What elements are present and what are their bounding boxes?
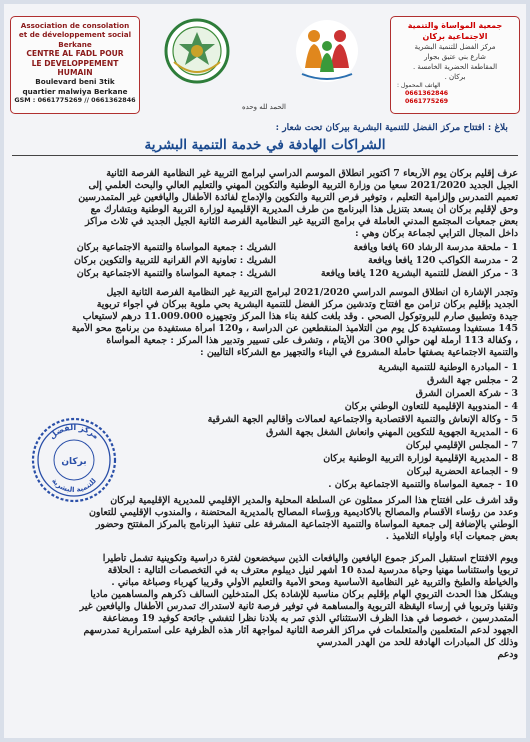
header-fr-line: et de développement social bbox=[18, 30, 132, 40]
header-fr-line: Association de consolation bbox=[20, 21, 130, 30]
partner-item: 10 - جمعية المواساة والتنمية الاجتماعية بركان . bbox=[328, 479, 518, 490]
partner-item: 9 - الجماعة الحضرية لبركان bbox=[406, 466, 518, 477]
paragraph1-line: وحق لإقليم بركان أن يسعد بتنزيل هذا البرنامج من طرف المديرية الإقليمية لوزارة التربية الوطنية وبتشارك مع bbox=[90, 204, 518, 215]
header-fr-line: Berkane bbox=[58, 39, 92, 49]
partner-item: 8 - المديرية الإقليمية لوزارة التربية الوطنية بركان bbox=[323, 453, 518, 464]
header-ar-phone: 0661775269 bbox=[405, 98, 449, 105]
header-fr-line: quartier malwiya Berkane bbox=[22, 86, 128, 96]
emblem-logo bbox=[164, 18, 230, 84]
header-fr-line: Boulevard beni 3tik bbox=[35, 77, 115, 87]
partner-item: 5 - وكالة الإنعاش والتنمية الاقتصادية والاجتماعية لعمالات وأقاليم الجهة الشرقية bbox=[207, 414, 518, 425]
paragraph4-line: تربويا واستئناسا مهنيا وحياة مدرسية لمدة 10 أشهر لنيل ديبلوم معترف به في التخصصات التالية : الحلاقة bbox=[107, 565, 518, 576]
center-name: 2 - مدرسة الكواكب 120 يافعا ويافعة bbox=[367, 255, 518, 266]
header-fr-line: HUMAIN bbox=[57, 68, 93, 78]
association-header-fr bbox=[10, 16, 140, 114]
stamp-bottom-text: للتنمية البشرية bbox=[50, 476, 98, 495]
header-ar-line: مركز الفضل للتنمية البشرية bbox=[414, 43, 496, 51]
paragraph3-line: بعض جمعيات آباء وأولياء التلاميذ . bbox=[385, 531, 518, 542]
title-divider bbox=[12, 155, 518, 156]
partner-item: 3 - شركة العمران الشرق bbox=[415, 388, 518, 399]
paragraph2-line: وتجدر الإشارة أن انطلاق الموسم الدراسي 2021/2020 لبرامج التربية غير النظامية الفرصة الثانية الجيل bbox=[106, 287, 518, 298]
header-ar-line: شارع بني عتيق بجوار bbox=[424, 53, 486, 61]
header-ar-line: بركان . bbox=[444, 73, 466, 81]
page-title: الشراكات الهادفة في خدمة التنمية البشرية bbox=[144, 137, 386, 153]
footer-word: ودعم bbox=[497, 649, 518, 660]
header-ar-phone-label: الهاتف المحمول : bbox=[397, 82, 441, 89]
stamp-center-text: بركان bbox=[61, 457, 87, 467]
paragraph1-line: عرف إقليم بركان يوم الأربعاء 7 أكتوبر انطلاق الموسم الدراسي لبرامج التربية غير النظامية الفرصة الثانية bbox=[106, 168, 518, 179]
partner-item: 1 - المبادرة الوطنية للتنمية البشرية bbox=[378, 362, 518, 373]
paragraph4-line: ويشكل هذا الحدث التربوي الهام بإقليم بركان مناسبة للإشادة بكل المتدخلين السالف ذكرهم والمساهمين ماديا bbox=[90, 589, 518, 600]
paragraph4-line: وتقنيا وتربويا في إرساء اليقظة التربوية والمساهمة في توفير فرصة ثانية لاستدراك تمدرس الأطفال واليافعين غير bbox=[79, 601, 518, 612]
center-partner: الشريك : جمعية المواساة والتنمية الاجتماعية بركان bbox=[76, 242, 276, 253]
paragraph3-line: وعدد من رؤساء الأقسام والمصالح بالأكاديمية ورؤساء المصالح بالمديرية المحتضنة ، والمندوب الإقليمي للتعاون bbox=[89, 507, 518, 518]
partner-item: 4 - المندوبية الإقليمية للتعاون الوطني بركان bbox=[344, 401, 518, 412]
paragraph2-line: 145 مستفيدا ومستفيدة كل يوم من التلاميذ المنقطعين عن الدراسة ، و120 امرأة مستفيدة من برنامج محو الأمية bbox=[71, 323, 518, 334]
paragraph2-line: ، وكفالة 113 أرملة لهن حوالي 300 من الأيتام ، وتشرف على تسيير وتدبير هذا المركز : جمعية المواساة bbox=[106, 335, 518, 346]
header-ar-line: المقاطعة الحضرية الخامسة . bbox=[412, 63, 498, 71]
family-logo bbox=[294, 18, 360, 84]
partner-item: 6 - المديرية الجهوية للتكوين المهني وانعاش الشغل بجهة الشرق bbox=[265, 427, 518, 438]
paragraph1-line: الجيل الجديد 2021/2020 سعيا من وزارة التربية الوطنية والتكوين المهني والتعليم العالي والبحث العلمي إلى bbox=[88, 180, 518, 191]
header-fr-line: CENTRE AL FADL POUR bbox=[26, 49, 124, 59]
document-page bbox=[4, 4, 526, 738]
paragraph4-line: المتمدرسين ، خصوصا في هذا الظرف الاستثنائي الذي تمر به بلادنا نظرا لتفشي جائحة كوفيد 19 ومضاعفة bbox=[102, 613, 518, 624]
header-fr-line: LE DEVELOPPEMENT bbox=[31, 58, 119, 68]
center-partner: الشريك : تعاونية الام القرانية للتربية والتكوين بركان bbox=[74, 255, 276, 266]
header-ar-phone: 0661362846 bbox=[405, 90, 449, 97]
paragraph3-line: الوطني بالإضافة إلى جمعية المواساة والتنمية الاجتماعية المشرفة على تنفيذ البرنامج بالمركز المفتتح وحضور bbox=[95, 519, 518, 530]
paragraph3-line: وقد أشرف على افتتاح هذا المركز ممثلون عن السلطة المحلية والمدير الإقليمي للمديرية الإقليمية لبركان bbox=[110, 495, 518, 506]
center-name: 1 - ملحقة مدرسة الرشاد 60 يافعا ويافعة bbox=[353, 242, 518, 253]
paragraph4-line: الجهود لدعم المتعلمين والمتعلمات في مراكز الفرصة الثانية لمواجهة آثار هذه الظرفية على استمرارية تمدرسهم bbox=[83, 625, 518, 636]
paragraph4-line: والخياطة والطبخ والتربية غير النظامية الأساسية ومحو الأمية والتعليم الأولي وقريبا كهرباء وصباغة مباني . bbox=[111, 577, 518, 588]
paragraph2-line: والتنمية الاجتماعية بصفتها حاملة المشروع في البناء والتجهيز مع الشركاء التاليين : bbox=[200, 347, 518, 358]
announcement-line: بلاغ : افتتاح مركز الفضل للتنمية البشرية بيركان تحت شعار : bbox=[275, 122, 508, 133]
center-partner: الشريك : جمعية المواساة والتنمية الاجتماعية بركان bbox=[76, 268, 276, 279]
paragraph1-line: تعميم التمدرس وإلزامية التعليم ، وتوفير فرص التربية والتكوين والإدماج لفائدة الأطفال واليافعين غير المتمدرسين bbox=[78, 192, 518, 203]
header-fr-phones: GSM : 0661775269 // 0661362846 bbox=[14, 96, 136, 105]
stamp-top-text: مركز الفضل bbox=[47, 422, 101, 441]
center-name: 3 - مركز الفضل للتنمية البشرية 120 يافعا ويافعة bbox=[320, 268, 518, 279]
paragraph1-line: داخل المجال الترابي لجماعة بركان وهي : bbox=[355, 228, 518, 239]
paragraph4-line: وذلك كل المبادرات الهادفة للحد من الهدر المدرسي bbox=[316, 637, 518, 648]
paragraph2-line: جيدة وتطبيق صارم للبروتوكول الصحي . وقد بلغت كلفة بناء هذا المركز وتجهيزه 11.009.000 درهم لاستيعاب bbox=[82, 311, 518, 322]
svg-text:مركز الفضل bbox=[47, 423, 100, 441]
header-ar-line: الاجتماعية بركان bbox=[422, 32, 488, 41]
association-stamp bbox=[30, 416, 118, 504]
association-header-ar bbox=[390, 16, 520, 114]
paragraph4-line: ويوم الافتتاح استقبل المركز جموع اليافعين واليافعات الذين سيخضعون لفترة دراسية وتكوينية تشمل تأطيرا bbox=[102, 553, 518, 564]
hamd-line: الحمد لله وحده bbox=[241, 103, 287, 111]
paragraph2-line: الجديد بإقليم بركان تزامن مع افتتاح وتدشين مركز الفضل للتنمية البشرية بحي ملوية ببركان في أجواء تربوية bbox=[96, 299, 518, 310]
paragraph1-line: بعض جمعيات المجتمع المدني العاملة في برامج التربية غير النظامية الفرصة الثانية الجيل الجديد في ثلاث مراكز bbox=[85, 216, 518, 227]
partner-item: 2 - مجلس جهة الشرق bbox=[426, 375, 518, 386]
partner-item: 7 - المجلس الإقليمي لبركان bbox=[405, 440, 518, 451]
header-ar-line: جمعية المواساة والتنمية bbox=[407, 21, 503, 30]
